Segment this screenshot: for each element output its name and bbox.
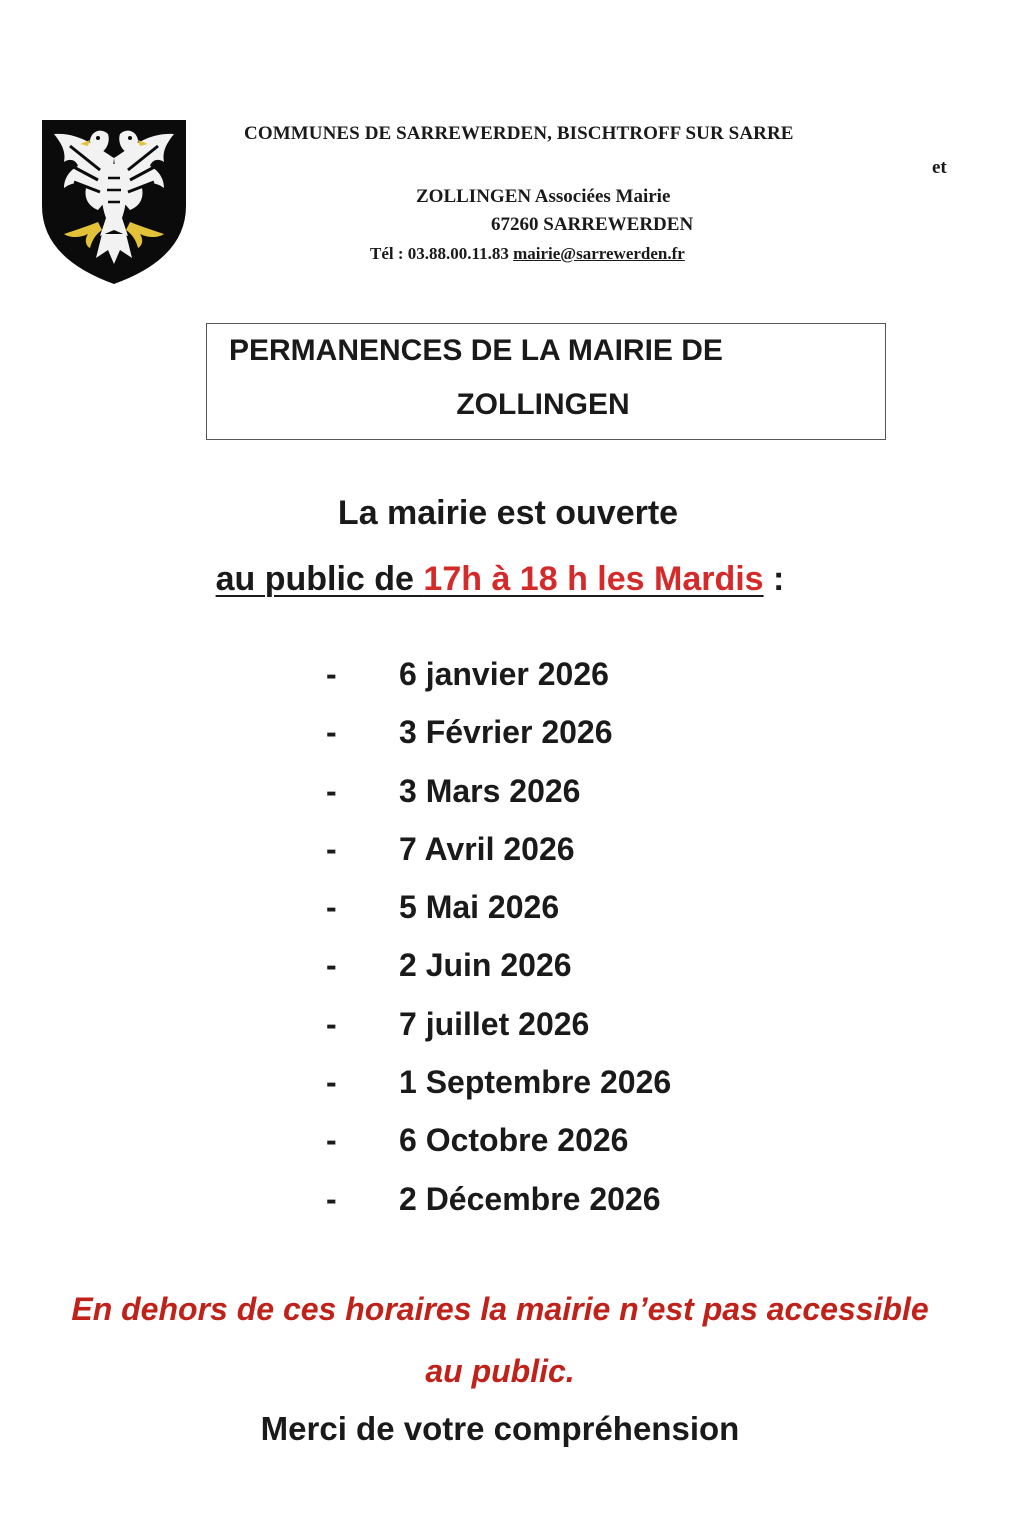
date: 6 Octobre 2026 [399,1122,629,1159]
thanks-message: Merci de votre compréhension [260,1410,740,1447]
title-line-2: ZOLLINGEN [456,388,630,421]
list-item [0,1060,1024,1118]
dash: - [326,714,337,751]
intro-suffix: : [763,560,785,598]
list-item [0,1002,1024,1060]
header-phone: Tél : 03.88.00.11.83 [370,244,509,263]
dates-list [0,652,1024,1235]
dash: - [326,1180,337,1217]
header-et: et [932,157,947,178]
dash: - [326,656,337,692]
dash: - [326,1064,337,1101]
list-item [0,652,1024,710]
dash: - [326,830,337,867]
list-item [0,885,1024,943]
list-item [0,1118,1024,1176]
dash: - [326,889,337,926]
intro-line-1: La mairie est ouverte [337,494,679,532]
header-contact [370,244,685,264]
header-mairie: ZOLLINGEN Associées Mairie [416,186,671,207]
dash: - [326,947,337,984]
dash: - [326,1005,337,1042]
intro-line-2 [0,560,1000,599]
note-line-1: En dehors de ces horaires la mairie n’est pas accessible [71,1291,929,1327]
header-communes: COMMUNES DE SARREWERDEN, BISCHTROFF SUR SARRE [244,123,794,144]
coat-of-arms-eagle-icon [40,118,188,286]
date: 6 janvier 2026 [399,656,609,692]
intro-highlight: 17h à 18 h les Mardis [423,560,764,598]
list-item [0,710,1024,768]
closing-note [0,1278,1000,1402]
date: 3 Février 2026 [399,714,613,751]
header-address: 67260 SARREWERDEN [491,214,694,235]
date: 7 juillet 2026 [399,1005,590,1042]
intro-prefix: au public de [215,560,424,598]
list-item [0,769,1024,827]
note-line-2: au public. [425,1353,575,1389]
date: 7 Avril 2026 [399,830,575,867]
list-item [0,827,1024,885]
date: 2 Décembre 2026 [399,1180,661,1217]
title-box [206,323,886,440]
intro-hours [216,560,764,598]
date: 2 Juin 2026 [399,947,572,984]
date: 1 Septembre 2026 [399,1064,672,1101]
dash: - [326,1122,337,1159]
header-email-link[interactable]: mairie@sarrewerden.fr [513,244,685,263]
title-line-1: PERMANENCES DE LA MAIRIE DE [229,334,723,367]
dash: - [326,772,337,809]
list-item [0,1177,1024,1235]
date: 3 Mars 2026 [399,772,581,809]
list-item [0,943,1024,1001]
date: 5 Mai 2026 [399,889,560,926]
